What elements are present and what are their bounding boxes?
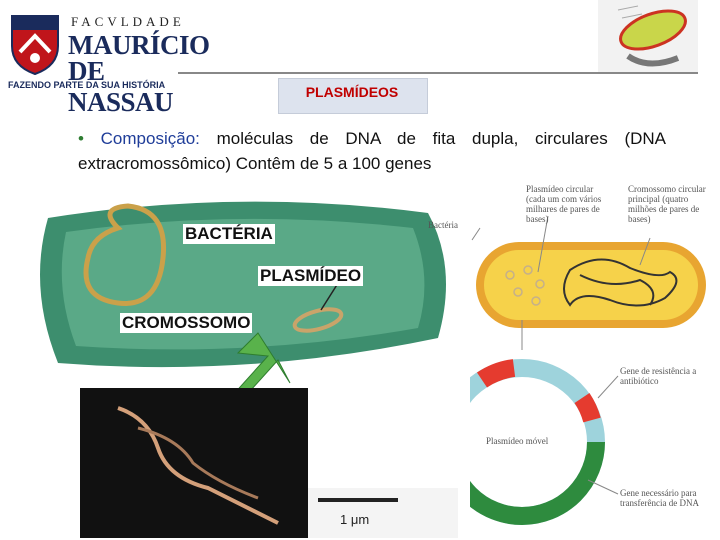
logo-line-de-nassau: DE NASSAU [68,56,174,117]
label-chromosome-circular: Cromossomo circular principal (quatro milhões de pares de bases) [628,184,706,224]
header-divider [178,72,698,74]
label-plasmid-circular: Plasmídeo circular (cada um com vários milhares de pares de bases) [526,184,602,224]
label-chromosome: CROMOSSOMO [122,313,251,332]
label-mobile-plasmid: Plasmídeo móvel [486,436,549,446]
faculty-logo [8,8,210,117]
label-resistance-gene: Gene de resistência a antibiótico [620,366,697,386]
label-bacteria-diagram: Bactéria [428,220,458,230]
logo-line-faculdade: FACVLDADE [71,14,185,29]
label-transfer-gene: Gene necessário para transferência de DNA [620,488,699,508]
bullet-icon: • [78,129,84,148]
decorative-bacteria-thumbnail [598,0,698,72]
logo-line-mauricio: MAURÍCIO [68,30,210,60]
label-plasmid: PLASMÍDEO [260,266,362,285]
composition-keyword: Composição: [100,129,200,148]
logo-tagline: FAZENDO PARTE DA SUA HISTÓRIA [8,80,166,90]
composition-paragraph [78,126,666,176]
label-bacteria: BACTÉRIA [185,224,273,243]
composition-text: moléculas de DNA de fita dupla, circulares (DNA extracromossômico) Contêm de 5 a 100 genes [78,129,666,173]
page-title: PLASMÍDEOS [305,84,399,100]
plasmid-diagram [470,180,720,540]
crest-icon [8,12,64,76]
scale-bar-label: 1 μm [340,512,370,527]
